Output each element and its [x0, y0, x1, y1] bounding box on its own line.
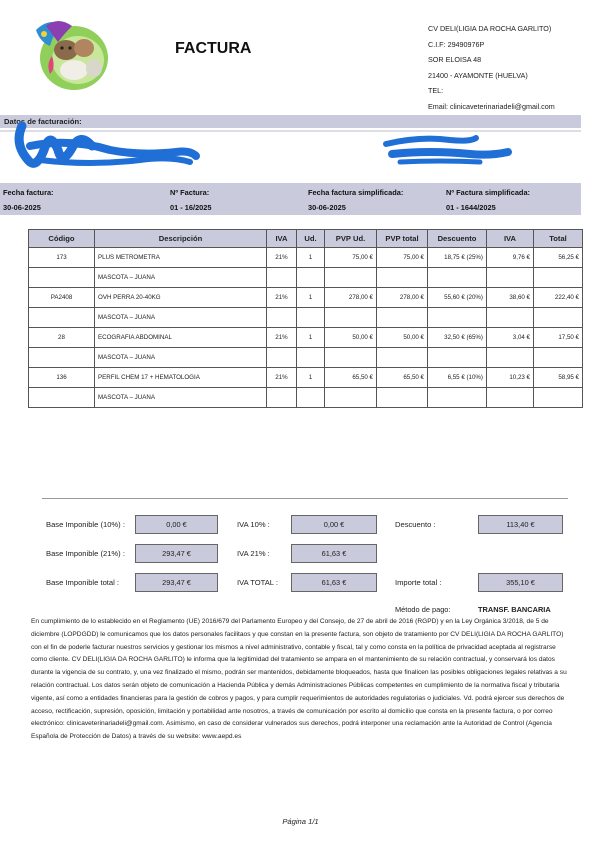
cell-vat-rate — [267, 348, 297, 368]
clinic-logo — [28, 12, 110, 92]
base10-label: Base Imponible (10%) : — [46, 520, 125, 529]
cell-units — [297, 308, 325, 328]
discount-label: Descuento : — [395, 520, 436, 529]
simplified-date-label: Fecha factura simplificada: — [308, 188, 404, 197]
base-total-label: Base Imponible total : — [46, 578, 120, 587]
cell-code — [29, 348, 95, 368]
cell-price-total — [377, 388, 428, 408]
cell-discount: 18,75 € (25%) — [428, 248, 487, 268]
cell-vat-amount: 3,04 € — [487, 328, 534, 348]
payment-method-value: TRANSF. BANCARIA — [478, 605, 551, 614]
col-header-discount: Descuento — [428, 230, 487, 248]
cell-description: OVH PERRA 20-40KG — [95, 288, 267, 308]
cell-vat-rate — [267, 268, 297, 288]
grand-total-value: 355,10 € — [478, 573, 563, 592]
cell-vat-rate — [267, 308, 297, 328]
table-row — [29, 288, 583, 308]
table-header-row — [29, 230, 583, 248]
base-total-value: 293,47 € — [135, 573, 218, 592]
cell-units — [297, 348, 325, 368]
items-table — [28, 229, 583, 408]
cell-total: 222,40 € — [534, 288, 583, 308]
billing-label: Datos de facturación: — [4, 117, 82, 126]
company-email: Email: clinicaveterinariadeli@gmail.com — [428, 101, 555, 111]
cell-description: PLUS METROMETRA — [95, 248, 267, 268]
cell-description: MASCOTA – JUANA — [95, 268, 267, 288]
invoice-date-label: Fecha factura: — [3, 188, 54, 197]
cell-total — [534, 268, 583, 288]
cell-discount: 32,50 € (65%) — [428, 328, 487, 348]
cell-price-total: 50,00 € — [377, 328, 428, 348]
cell-vat-rate: 21% — [267, 288, 297, 308]
cell-code: 136 — [29, 368, 95, 388]
cell-vat-amount — [487, 388, 534, 408]
iva21-label: IVA 21% : — [237, 549, 270, 558]
cell-vat-amount — [487, 308, 534, 328]
iva21-value: 61,63 € — [291, 544, 377, 563]
cell-vat-rate: 21% — [267, 248, 297, 268]
col-header-code: Código — [29, 230, 95, 248]
cell-code — [29, 388, 95, 408]
cell-code — [29, 268, 95, 288]
company-name: CV DELI(LIGIA DA ROCHA GARLITO) — [428, 24, 552, 33]
totals-divider — [42, 498, 568, 499]
col-header-total: Total — [534, 230, 583, 248]
cell-description: PERFIL CHEM 17 + HEMATOLOGIA — [95, 368, 267, 388]
cell-discount — [428, 308, 487, 328]
col-header-vat-amount: IVA — [487, 230, 534, 248]
invoice-number: 01 - 16/2025 — [170, 203, 212, 212]
cell-price-total: 278,00 € — [377, 288, 428, 308]
col-header-units: Ud. — [297, 230, 325, 248]
cell-total — [534, 308, 583, 328]
cell-unit-price — [325, 308, 377, 328]
cell-units: 1 — [297, 288, 325, 308]
cell-total: 56,25 € — [534, 248, 583, 268]
cell-vat-rate: 21% — [267, 328, 297, 348]
table-row — [29, 328, 583, 348]
cell-price-total — [377, 348, 428, 368]
table-row — [29, 268, 583, 288]
simplified-date: 30-06-2025 — [308, 203, 346, 212]
company-phone: TEL: — [428, 86, 444, 95]
cell-total: 17,50 € — [534, 328, 583, 348]
iva-total-label: IVA TOTAL : — [237, 578, 278, 587]
invoice-number-label: Nº Factura: — [170, 188, 210, 197]
base10-value: 0,00 € — [135, 515, 218, 534]
col-header-price-total: PVP total — [377, 230, 428, 248]
invoice-meta-bar — [0, 183, 581, 215]
page-number: Página 1/1 — [282, 817, 319, 826]
company-address: SOR ELOISA 48 — [428, 55, 482, 64]
iva10-value: 0,00 € — [291, 515, 377, 534]
table-row — [29, 308, 583, 328]
cell-unit-price — [325, 348, 377, 368]
cell-price-total — [377, 308, 428, 328]
cell-discount: 6,55 € (10%) — [428, 368, 487, 388]
cell-discount: 55,60 € (20%) — [428, 288, 487, 308]
table-row — [29, 388, 583, 408]
payment-method-label: Método de pago: — [395, 605, 451, 614]
cell-vat-amount: 9,76 € — [487, 248, 534, 268]
cell-unit-price: 278,00 € — [325, 288, 377, 308]
col-header-unit-price: PVP Ud. — [325, 230, 377, 248]
cell-unit-price — [325, 388, 377, 408]
table-row — [29, 348, 583, 368]
cell-total: 58,95 € — [534, 368, 583, 388]
table-row — [29, 248, 583, 268]
cell-vat-amount: 38,60 € — [487, 288, 534, 308]
company-cif: C.I.F: 29490976P — [428, 39, 485, 49]
base21-label: Base Imponible (21%) : — [46, 549, 125, 558]
cell-units: 1 — [297, 248, 325, 268]
cell-units — [297, 268, 325, 288]
cell-price-total: 75,00 € — [377, 248, 428, 268]
cell-description: MASCOTA – JUANA — [95, 388, 267, 408]
document-title: FACTURA — [175, 40, 252, 57]
table-row — [29, 368, 583, 388]
cell-discount — [428, 388, 487, 408]
invoice-date: 30-06-2025 — [3, 203, 41, 212]
cell-discount — [428, 348, 487, 368]
cell-description: MASCOTA – JUANA — [95, 308, 267, 328]
privacy-notice: En cumplimiento de lo establecido en el Reglamento (UE) 2016/679 del Parlamento Europeo y del Consejo, de 27 de abril de 2016 (RGPD) y en la Ley Orgánica 3/2018, de 5 de diciembre (LOPDGDD) le comunicamos que los datos personales facilitaos y que constan en la presente factura, son objeto de tratamiento por CV DELI(LIGIA DA ROCHA GARLITO) con el fin de poderle facturar nuestros servicios y gestionar los mismos a nivel administrativo, contable y fiscal, tal y como consta en la política de privacidad aceptada al registrarse como cliente. CV DELI(LIGIA DA ROCHA GARLITO) le informa que la legitimidad del tratamiento se ampara en el mantenimiento de su relación contractual, y conservará los datos durante la vigencia de su contrato, y, una vez finalizado el mismo, podrán ser mantenidos, debidamente bloqueados, hasta que finalicen las posibles obligaciones legales relativas a su relación contractual. Los datos serán objeto de comunicación a Hacienda Pública y demás Administraciones Públicas competentes en cumplimiento de la normativa fiscal y tributaria vigente, así como a entidades financieras para la gestión de cobros y pagos, y para cumplir requerimientos de autoridades regulatorias o judiciales. Vd. podrá ejercer sus derechos de acceso, rectificación, supresión, oposición, limitación y portabilidad ante nosotros, a través de comunicación por escrito al domicilio que consta en la presente factura, o por correo electrónico: clinicaveterinariadeli@gmail.com. Asimismo, en caso de considerar vulnerados sus derechos, podrá interponer una reclamación ante la Autoridad de Control (Agencia Española de Protección de Datos) a través de su website: www.aepd.es — [31, 618, 567, 741]
cell-code: PA2408 — [29, 288, 95, 308]
iva10-label: IVA 10% : — [237, 520, 270, 529]
iva-total-value: 61,63 € — [291, 573, 377, 592]
cell-vat-amount: 10,23 € — [487, 368, 534, 388]
cell-discount — [428, 268, 487, 288]
cell-code: 28 — [29, 328, 95, 348]
cell-description: ECOGRAFIA ABDOMINAL — [95, 328, 267, 348]
cell-vat-amount — [487, 348, 534, 368]
cell-code: 173 — [29, 248, 95, 268]
cell-total — [534, 348, 583, 368]
cell-vat-rate — [267, 388, 297, 408]
cell-code — [29, 308, 95, 328]
cell-description: MASCOTA – JUANA — [95, 348, 267, 368]
cell-vat-rate: 21% — [267, 368, 297, 388]
cell-vat-amount — [487, 268, 534, 288]
simplified-number-label: Nº Factura simplificada: — [446, 188, 531, 197]
company-info — [428, 21, 555, 114]
cell-unit-price — [325, 268, 377, 288]
redaction-scribble — [0, 120, 601, 185]
base21-value: 293,47 € — [135, 544, 218, 563]
simplified-number: 01 - 1644/2025 — [446, 203, 496, 212]
col-header-description: Descripción — [95, 230, 267, 248]
cell-units: 1 — [297, 368, 325, 388]
cell-price-total — [377, 268, 428, 288]
cell-units — [297, 388, 325, 408]
cell-units: 1 — [297, 328, 325, 348]
cell-price-total: 65,50 € — [377, 368, 428, 388]
cell-unit-price: 75,00 € — [325, 248, 377, 268]
cell-unit-price: 50,00 € — [325, 328, 377, 348]
cell-total — [534, 388, 583, 408]
discount-value: 113,40 € — [478, 515, 563, 534]
cell-unit-price: 65,50 € — [325, 368, 377, 388]
col-header-vat-rate: IVA — [267, 230, 297, 248]
company-city: 21400 - AYAMONTE (HUELVA) — [428, 70, 528, 80]
grand-total-label: Importe total : — [395, 578, 442, 587]
